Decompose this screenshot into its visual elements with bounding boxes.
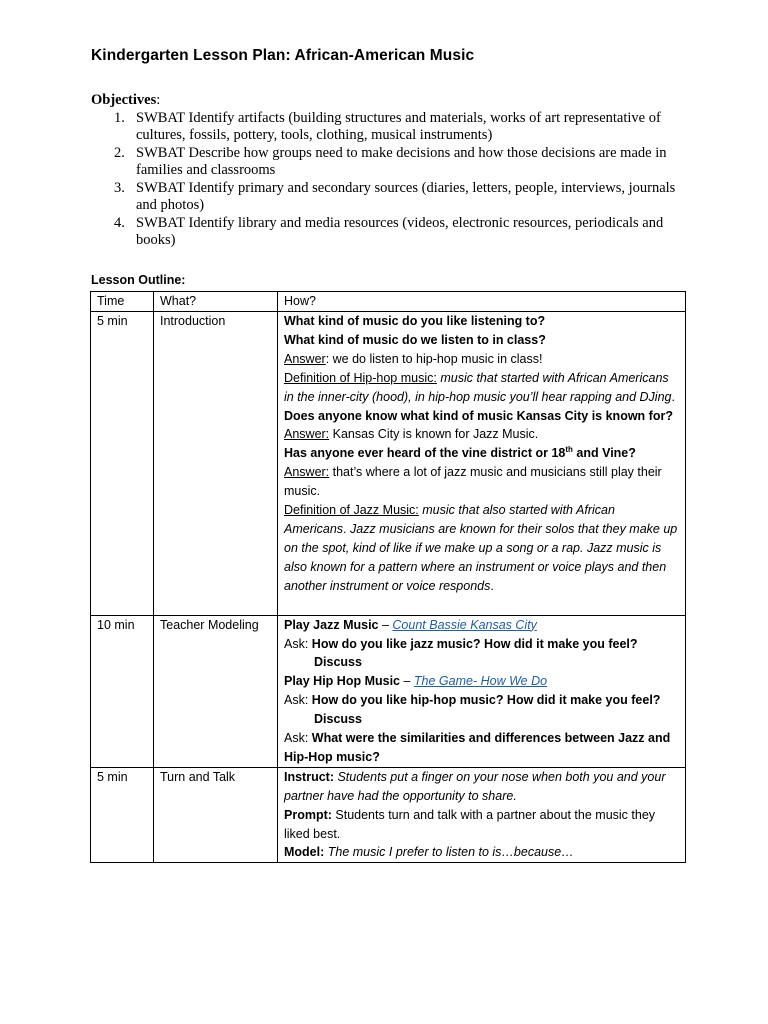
- definition-text-continued: Jazz musicians are known for their solos that they make up on the spot, kind of like if we make up a song or a rap. Jazz music is also known for a pattern where an instrument or voice plays and then another instrument or voice responds: [284, 521, 678, 593]
- ask-question: How do you like jazz music? How did it make you feel?: [308, 636, 638, 651]
- ask-line: [284, 691, 680, 710]
- model-text: The music I prefer to listen to is…because…: [324, 845, 574, 860]
- objective-text: SWBAT Identify primary and secondary sources (diaries, letters, people, interviews, journals and photos): [136, 179, 676, 213]
- answer-label: Answer: [284, 351, 326, 366]
- objective-item: [91, 145, 691, 180]
- question-text-end: and Vine?: [572, 446, 636, 461]
- play-hiphop-line: [284, 672, 680, 691]
- objective-text: SWBAT Describe how groups need to make decisions and how those decisions are made in families and classrooms: [136, 144, 667, 178]
- ask-label: Ask:: [284, 693, 309, 708]
- definition-hiphop: [284, 369, 680, 407]
- header-time: Time: [91, 292, 154, 312]
- objective-item: [91, 215, 691, 250]
- row-what: Teacher Modeling: [154, 615, 278, 767]
- definition-dot: .: [343, 521, 347, 536]
- count-basie-link[interactable]: Count Bassie Kansas City: [392, 617, 537, 632]
- row-how: [278, 767, 686, 863]
- prompt-text: Students turn and talk with a partner about the music they liked best.: [284, 807, 656, 841]
- question-music-class: What kind of music do we listen to in class?: [284, 332, 546, 347]
- objective-text: SWBAT Identify library and media resources (videos, electronic resources, periodicals and books): [136, 214, 664, 248]
- answer-label: Answer:: [284, 427, 330, 442]
- objective-number: 2.: [114, 144, 125, 161]
- row-how: [278, 312, 686, 616]
- objective-item: [91, 180, 691, 215]
- question-kansas-city: Does anyone know what kind of music Kansas City is known for?: [284, 408, 673, 423]
- objectives-section: [91, 92, 691, 250]
- question-music-like: What kind of music do you like listening to?: [284, 314, 546, 328]
- row-what: Turn and Talk: [154, 767, 278, 863]
- definition-text: music that started with African Americans in the inner-city (hood), in hip-hop music you’ll hear rapping and DJing: [284, 370, 672, 404]
- row-time: 5 min: [91, 767, 154, 863]
- row-how: [278, 615, 686, 767]
- question-vine-district: [284, 444, 680, 463]
- header-what: What?: [154, 292, 278, 312]
- model-line: [284, 843, 680, 862]
- discuss-line: Discuss: [314, 712, 362, 727]
- the-game-link[interactable]: The Game- How We Do: [413, 674, 548, 689]
- discuss-line: Discuss: [314, 655, 362, 670]
- instruct-label: Instruct:: [284, 769, 334, 784]
- answer-text: : we do listen to hip-hop music in class!: [325, 351, 543, 366]
- play-label: Play Hip Hop Music: [284, 674, 400, 689]
- instruct-line: [284, 768, 680, 806]
- answer-text: that’s where a lot of jazz music and musicians still play their music.: [284, 465, 662, 499]
- ask-label: Ask:: [284, 731, 309, 746]
- answer-line: [284, 350, 680, 369]
- objectives-heading: Objectives: [91, 92, 157, 108]
- objectives-list: [91, 110, 691, 250]
- definition-label: Definition of Hip-hop music:: [284, 370, 437, 385]
- definition-end: .: [490, 578, 494, 593]
- ask-line: [284, 729, 680, 767]
- dash: –: [378, 617, 393, 632]
- objective-item: [91, 110, 691, 145]
- ask-label: Ask:: [284, 636, 309, 651]
- definition-end: .: [671, 389, 675, 404]
- objective-number: 1.: [114, 109, 125, 126]
- play-label: Play Jazz Music: [284, 617, 379, 632]
- lesson-outline-table: [90, 291, 686, 863]
- answer-label: Answer:: [284, 465, 330, 480]
- definition-label: Definition of Jazz Music:: [284, 503, 419, 518]
- lesson-outline-heading: Lesson Outline:: [91, 273, 186, 287]
- row-time: 10 min: [91, 615, 154, 767]
- row-what: Introduction: [154, 312, 278, 616]
- instruct-text: Students put a finger on your nose when both you and your partner have had the opportunity to share.: [284, 769, 666, 803]
- answer-line: [284, 425, 680, 444]
- row-time: 5 min: [91, 312, 154, 616]
- objective-number: 4.: [114, 214, 125, 231]
- table-row-teacher-modeling: [91, 615, 686, 767]
- table-row-turn-and-talk: [91, 767, 686, 863]
- prompt-line: [284, 806, 680, 844]
- ask-line: [284, 635, 680, 654]
- play-jazz-line: [284, 616, 680, 635]
- objective-number: 3.: [114, 179, 125, 196]
- ask-question: What were the similarities and differences between Jazz and Hip-Hop music?: [284, 731, 671, 764]
- answer-text: Kansas City is known for Jazz Music.: [329, 427, 539, 442]
- question-text: Has anyone ever heard of the vine district or 18: [284, 446, 566, 461]
- objective-text: SWBAT Identify artifacts (building structures and materials, works of art representative of cultures, fossils, pottery, tools, clothing, musical instruments): [136, 109, 661, 143]
- table-header-row: [91, 292, 686, 312]
- header-how: How?: [278, 292, 686, 312]
- objectives-heading-line: [91, 92, 691, 110]
- dash: –: [400, 674, 414, 689]
- answer-line: [284, 463, 680, 501]
- prompt-label: Prompt:: [284, 807, 332, 822]
- ask-question: How do you like hip-hop music? How did it make you feel?: [308, 693, 661, 708]
- ordinal-suffix: th: [565, 445, 573, 455]
- table-row-introduction: [91, 312, 686, 616]
- document-title: Kindergarten Lesson Plan: African-American Music: [91, 47, 475, 64]
- model-label: Model:: [284, 845, 325, 860]
- definition-jazz: [284, 501, 680, 596]
- objectives-colon: :: [156, 92, 161, 108]
- definition-text: music that also started with African Americans: [284, 503, 615, 536]
